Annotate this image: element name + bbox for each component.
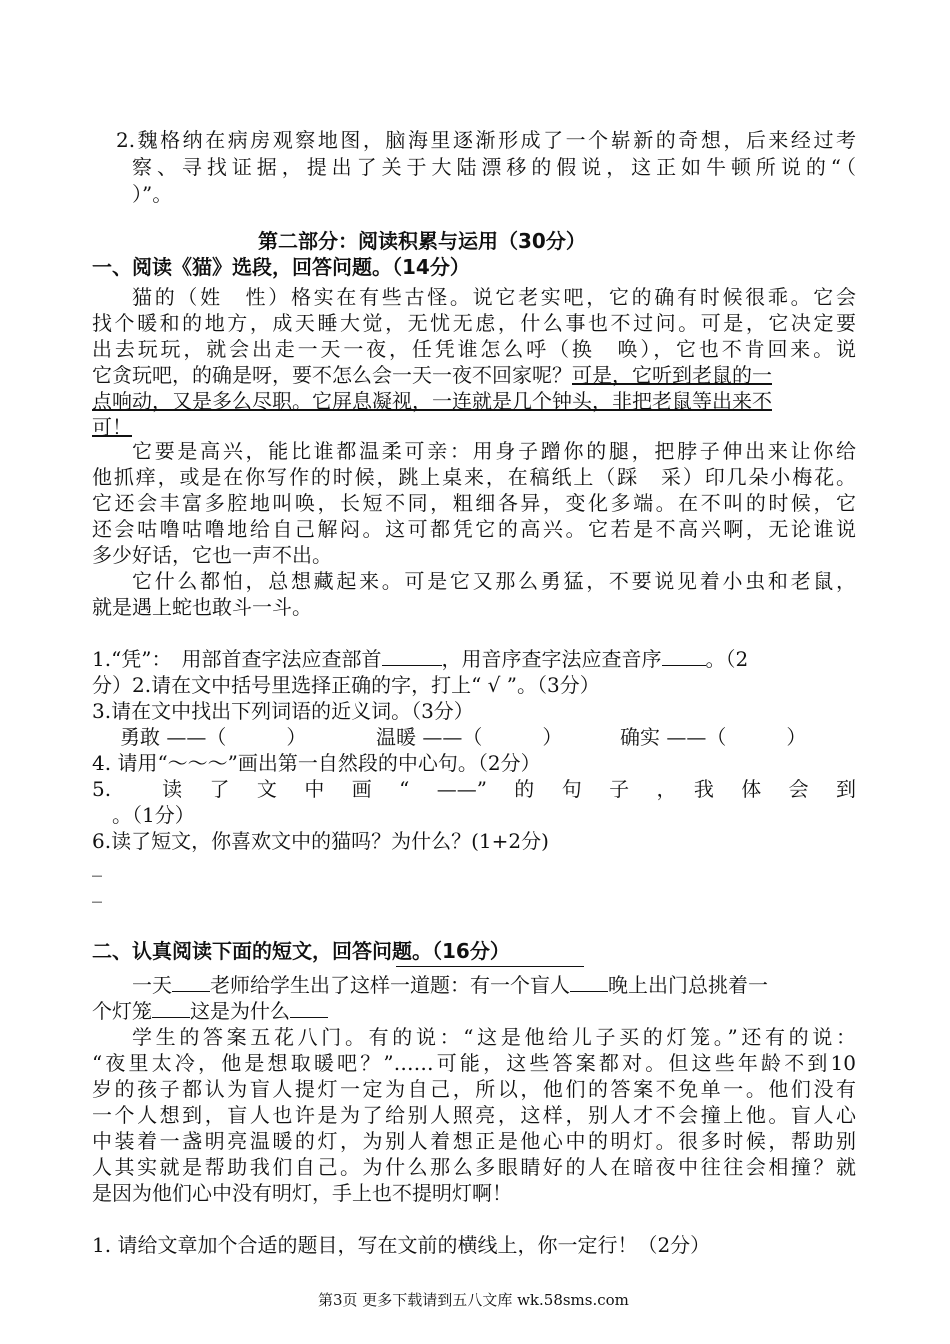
- passage2-line-2: 他抓痒，或是在你写作的时候，跳上桌来，在稿纸上（踩 采）印几朵小梅花。: [92, 465, 856, 489]
- story-line-2-b: 这是为什么: [190, 999, 290, 1023]
- part2-title: 第二部分：阅读积累与运用（30分）: [258, 229, 586, 253]
- passage1-line-2: 找个暖和的地方，成天睡大觉，无忧无虑，什么事也不过问。可是，它决定要: [92, 311, 856, 335]
- question-1: [92, 646, 748, 672]
- punctuation-blank-4[interactable]: [290, 999, 328, 1018]
- question-1-text-b: ，用音序查字法应查音序: [441, 647, 662, 671]
- story-p2-line-7: 是因为他们心中没有明灯，手上也不提明灯啊！: [92, 1181, 512, 1205]
- synonym-brave[interactable]: 勇敢 ——（ ）: [120, 725, 307, 749]
- q2-line-2: 察、寻找证据，提出了关于大陆漂移的假说，这正如牛顿所说的“（: [132, 155, 856, 179]
- story-line-2: [92, 998, 328, 1024]
- punctuation-blank-3[interactable]: [152, 999, 190, 1018]
- q2-line-1: 2.魏格纳在病房观察地图，脑海里逐渐形成了一个崭新的奇想，后来经过考: [116, 128, 856, 152]
- page-footer: 第3页 更多下载请到五八文库 wk.58sms.com: [318, 1291, 629, 1309]
- story-line-1: [132, 972, 768, 998]
- center-sentence-end: 可！: [92, 415, 132, 439]
- passage2-line-3: 它还会丰富多腔地叫唤，长短不同，粗细各异，变化多端。在不叫的时候，它: [92, 491, 856, 515]
- question-5-line-2: 。（1分）: [112, 803, 195, 827]
- section2-heading: 二、认真阅读下面的短文，回答问题。（16分）: [92, 939, 510, 963]
- story-line-1-c: 晚上出门总挑着一: [608, 973, 768, 997]
- question-1-text-a: 1.“凭”： 用部首查字法应查部首: [92, 647, 382, 671]
- question-1-text-c: 。（2: [705, 647, 749, 671]
- story-line-1-b: 老师给学生出了这样一道题：有一个盲人: [210, 973, 570, 997]
- story-p2-line-6: 人其实就是帮助我们自己。为什么那么多眼睛好的人在暗夜中往往会相撞？就: [92, 1155, 856, 1179]
- question-5-line-1: 5. 读 了 文 中 画 “ ——” 的 句 子 ， 我 体 会 到: [92, 777, 856, 801]
- question-2: 分）2.请在文中括号里选择正确的字，打上“ √ ”。（3分）: [92, 673, 600, 697]
- passage2-line-5: 多少好话，它也一声不出。: [92, 543, 332, 567]
- passage3-line-1: 它什么都怕，总想藏起来。可是它又那么勇猛，不要说见着小虫和老鼠，: [132, 569, 856, 593]
- passage2-line-1: 它要是高兴，能比谁都温柔可亲：用身子蹭你的腿，把脖子伸出来让你给: [132, 439, 856, 463]
- question-6: 6.读了短文，你喜欢文中的猫吗？为什么？(1+2分): [92, 829, 549, 853]
- story-p2-line-5: 中装着一盏明亮温暖的灯，为别人着想正是他心中的明灯。很多时候，帮助别: [92, 1129, 856, 1153]
- passage1-line-1: 猫的（姓 性）格实在有些古怪。说它老实吧，它的确有时候很乖。它会: [132, 285, 856, 309]
- passage1-line-3: 出去玩玩，就会出走一天一夜，任凭谁怎么呼（换 唤），它也不肯回来。说: [92, 337, 856, 361]
- question-4: 4. 请用“～～～”画出第一自然段的中心句。（2分）: [92, 751, 541, 775]
- passage1-line-4-text: 它贪玩吧，的确是呀，要不怎么会一天一夜不回家呢？: [92, 363, 572, 387]
- punctuation-blank-1[interactable]: [172, 973, 210, 992]
- title-answer-line[interactable]: [396, 966, 584, 967]
- center-sentence-start: 可是，它听到老鼠的一: [572, 363, 772, 387]
- answer-line-2[interactable]: _: [92, 879, 102, 903]
- question-3: 3.请在文中找出下列词语的近义词。（3分）: [92, 699, 474, 723]
- punctuation-blank-2[interactable]: [570, 973, 608, 992]
- radical-answer-blank[interactable]: [382, 647, 442, 666]
- story-line-2-a: 个灯笼: [92, 999, 152, 1023]
- story-p2-line-4: 一个人想到，盲人也许是为了给别人照亮，这样，别人才不会撞上他。盲人心: [92, 1103, 856, 1127]
- q2-line-3: ）”。: [132, 182, 173, 206]
- story-line-1-a: 一天: [132, 973, 172, 997]
- story-p2-line-2: “夜里太冷，他是想取暖吧？”……可能，这些答案都对。但这些年龄不到10: [92, 1051, 856, 1075]
- answer-line-1[interactable]: _: [92, 853, 102, 877]
- section1-heading: 一、阅读《猫》选段，回答问题。（14分）: [92, 255, 470, 279]
- phonetic-answer-blank[interactable]: [662, 647, 706, 666]
- synonym-indeed[interactable]: 确实 ——（ ）: [620, 725, 807, 749]
- story-p2-line-3: 岁的孩子都认为盲人提灯一定为自己，所以，他们的答案不免单一。他们没有: [92, 1077, 856, 1101]
- section2-question-1: 1. 请给文章加个合适的题目，写在文前的横线上，你一定行！（2分）: [92, 1233, 711, 1257]
- passage3-line-2: 就是遇上蛇也敢斗一斗。: [92, 595, 312, 619]
- passage2-line-4: 还会咕噜咕噜地给自己解闷。这可都凭它的高兴。它若是不高兴啊，无论谁说: [92, 517, 856, 541]
- synonym-warm[interactable]: 温暖 ——（ ）: [376, 725, 563, 749]
- story-p2-line-1: 学生的答案五花八门。有的说：“这是他给儿子买的灯笼。”还有的说：: [132, 1025, 856, 1049]
- center-sentence-middle: 点响动，又是多么尽职。它屏息凝视，一连就是几个钟头，非把老鼠等出来不: [92, 389, 772, 413]
- passage1-line-4: [92, 362, 772, 388]
